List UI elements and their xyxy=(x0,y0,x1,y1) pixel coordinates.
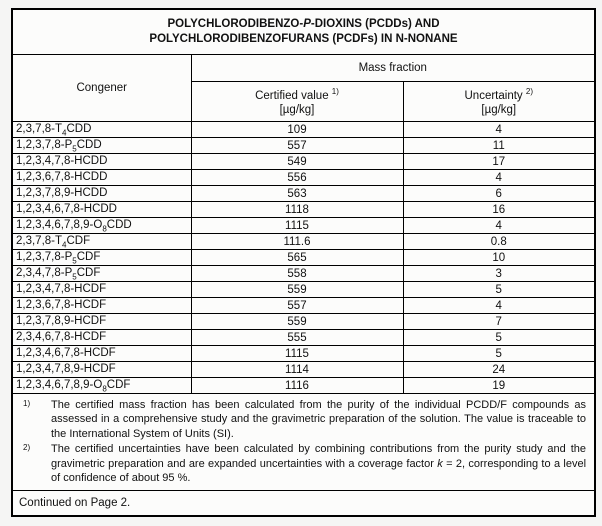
uncertainty-cell: 6 xyxy=(403,186,595,202)
congener-name xyxy=(12,266,191,282)
certified-value-cell: 111.6 xyxy=(191,234,403,250)
congener-subscript: 8 xyxy=(102,383,107,393)
footnote-italic-k: k xyxy=(437,457,443,470)
table-row xyxy=(12,298,595,314)
table-row xyxy=(12,362,595,378)
congener-prefix: 1,2,3,4,6,7,8-HCDD xyxy=(16,202,117,215)
congener-name xyxy=(12,314,191,330)
table-title-line1 xyxy=(15,17,592,32)
congener-suffix: CDF xyxy=(106,378,131,391)
table-body xyxy=(12,122,595,394)
uncertainty-cell: 4 xyxy=(403,298,595,314)
uncertainty-cell: 5 xyxy=(403,330,595,346)
congener-name xyxy=(12,330,191,346)
congener-prefix: 2,3,4,6,7,8-HCDF xyxy=(16,330,107,343)
table-row xyxy=(12,330,595,346)
congener-name xyxy=(12,250,191,266)
congener-prefix: 1,2,3,7,8-P xyxy=(16,138,73,151)
congener-prefix: 1,2,3,7,8,9-HCDD xyxy=(16,186,108,199)
table-row xyxy=(12,154,595,170)
table-row xyxy=(12,266,595,282)
congener-subscript: 5 xyxy=(72,143,77,153)
footnote xyxy=(23,442,586,486)
uncertainty-label: Uncertainty xyxy=(464,89,523,102)
footnote-text-part-b: = 2, corresponding to a level of confidence of about 95 %. xyxy=(51,457,587,485)
congener-subscript: 5 xyxy=(72,255,77,265)
uncertainty-cell: 4 xyxy=(403,122,595,138)
certified-value-footnote-ref: 1) xyxy=(331,86,339,96)
congener-suffix: CDD xyxy=(66,122,92,135)
congener-prefix: 1,2,3,4,7,8-HCDD xyxy=(16,154,108,167)
footnotes-section xyxy=(12,394,595,491)
table-row xyxy=(12,186,595,202)
certified-value-cell: 1116 xyxy=(191,378,403,394)
congener-name xyxy=(12,282,191,298)
certificate-table xyxy=(11,8,596,517)
congener-prefix: 1,2,3,7,8,9-HCDF xyxy=(16,314,107,327)
table-row xyxy=(12,170,595,186)
congener-prefix: 1,2,3,4,6,7,8,9-O xyxy=(16,378,103,391)
certified-value-cell: 559 xyxy=(191,282,403,298)
certified-value-cell: 1118 xyxy=(191,202,403,218)
table-row xyxy=(12,314,595,330)
congener-suffix: CDF xyxy=(76,250,101,263)
footnote-marker: 1) xyxy=(23,398,31,408)
table-title-line2: POLYCHLORODIBENZOFURANS (PCDFs) IN N-NONANE xyxy=(149,32,458,45)
column-header-congener: Congener xyxy=(12,54,191,122)
certified-value-cell: 549 xyxy=(191,154,403,170)
certified-value-cell: 1115 xyxy=(191,346,403,362)
table-row xyxy=(12,122,595,138)
congener-prefix: 2,3,4,7,8-P xyxy=(16,266,73,279)
congener-subscript: 4 xyxy=(62,239,67,249)
congener-prefix: 1,2,3,6,7,8-HCDF xyxy=(16,298,107,311)
footnote-marker: 2) xyxy=(23,443,31,453)
footnote xyxy=(23,398,586,442)
certified-value-cell: 556 xyxy=(191,170,403,186)
congener-name xyxy=(12,202,191,218)
congener-prefix: 1,2,3,4,7,8-HCDF xyxy=(16,282,107,295)
table-row xyxy=(12,234,595,250)
certified-value-unit: [µg/kg] xyxy=(279,104,315,117)
table-row xyxy=(12,346,595,362)
uncertainty-footnote-ref: 2) xyxy=(525,86,533,96)
uncertainty-cell: 4 xyxy=(403,170,595,186)
uncertainty-cell: 10 xyxy=(403,250,595,266)
uncertainty-cell: 0.8 xyxy=(403,234,595,250)
column-header-uncertainty xyxy=(403,81,595,122)
congener-name xyxy=(12,234,191,250)
footnote-text-part-a: The certified uncertainties have been calculated by combining contributions from the purity study and the gravimetric preparation and are expanded uncertainties with a coverage factor xyxy=(51,443,587,470)
certified-value-cell: 109 xyxy=(191,122,403,138)
uncertainty-cell: 11 xyxy=(403,138,595,154)
congener-suffix: CDD xyxy=(76,138,102,151)
table-row xyxy=(12,218,595,234)
certified-value-cell: 558 xyxy=(191,266,403,282)
title-line1-part-b: -DIOXINS (PCDDs) AND xyxy=(310,17,440,30)
congener-prefix: 2,3,7,8-T xyxy=(16,122,63,135)
uncertainty-cell: 5 xyxy=(403,282,595,298)
congener-name xyxy=(12,138,191,154)
congener-name xyxy=(12,218,191,234)
congener-prefix: 1,2,3,4,6,7,8,9-O xyxy=(16,218,103,231)
congener-suffix: CDD xyxy=(106,218,132,231)
congener-prefix: 1,2,3,4,7,8,9-HCDF xyxy=(16,362,116,375)
congener-prefix: 1,2,3,4,6,7,8-HCDF xyxy=(16,346,116,359)
uncertainty-cell: 17 xyxy=(403,154,595,170)
certified-value-cell: 557 xyxy=(191,298,403,314)
congener-name xyxy=(12,362,191,378)
certified-value-cell: 565 xyxy=(191,250,403,266)
continued-note: Continued on Page 2. xyxy=(12,491,595,516)
congener-name xyxy=(12,170,191,186)
column-header-mass-fraction: Mass fraction xyxy=(191,54,595,81)
certified-value-cell: 557 xyxy=(191,138,403,154)
congener-subscript: 4 xyxy=(62,127,67,137)
column-header-certified-value xyxy=(191,81,403,122)
table-row xyxy=(12,250,595,266)
uncertainty-cell: 5 xyxy=(403,346,595,362)
uncertainty-cell: 19 xyxy=(403,378,595,394)
congener-name xyxy=(12,378,191,394)
table-row xyxy=(12,202,595,218)
congener-subscript: 5 xyxy=(72,271,77,281)
uncertainty-cell: 16 xyxy=(403,202,595,218)
certified-value-label: Certified value xyxy=(255,89,329,102)
congener-prefix: 1,2,3,6,7,8-HCDD xyxy=(16,170,108,183)
uncertainty-cell: 7 xyxy=(403,314,595,330)
congener-name xyxy=(12,122,191,138)
congener-suffix: CDF xyxy=(76,266,101,279)
congener-name xyxy=(12,346,191,362)
certified-value-cell: 559 xyxy=(191,314,403,330)
certified-value-cell: 555 xyxy=(191,330,403,346)
title-line1-part-a: POLYCHLORODIBENZO- xyxy=(167,17,304,30)
uncertainty-unit: [µg/kg] xyxy=(481,104,517,117)
footnote-text xyxy=(43,398,586,442)
congener-prefix: 2,3,7,8-T xyxy=(16,234,63,247)
table-row xyxy=(12,282,595,298)
title-line1-italic-p: P xyxy=(303,17,311,30)
congener-name xyxy=(12,154,191,170)
certified-value-cell: 1114 xyxy=(191,362,403,378)
table-title xyxy=(12,9,595,54)
uncertainty-cell: 4 xyxy=(403,218,595,234)
congener-suffix: CDF xyxy=(66,234,91,247)
certified-value-cell: 563 xyxy=(191,186,403,202)
congener-name xyxy=(12,298,191,314)
certified-value-cell: 1115 xyxy=(191,218,403,234)
table-row xyxy=(12,378,595,394)
uncertainty-cell: 24 xyxy=(403,362,595,378)
congener-name xyxy=(12,186,191,202)
footnote-text-part-a: The certified mass fraction has been calculated from the purity of the individual PCDD/F compounds as assessed in a comprehensive study and the gravimetric preparation of the solution. The value is traceable to the International System of Units (SI). xyxy=(51,398,587,440)
uncertainty-cell: 3 xyxy=(403,266,595,282)
congener-prefix: 1,2,3,7,8-P xyxy=(16,250,73,263)
congener-subscript: 8 xyxy=(102,223,107,233)
table-row xyxy=(12,138,595,154)
footnote-text xyxy=(43,442,586,486)
